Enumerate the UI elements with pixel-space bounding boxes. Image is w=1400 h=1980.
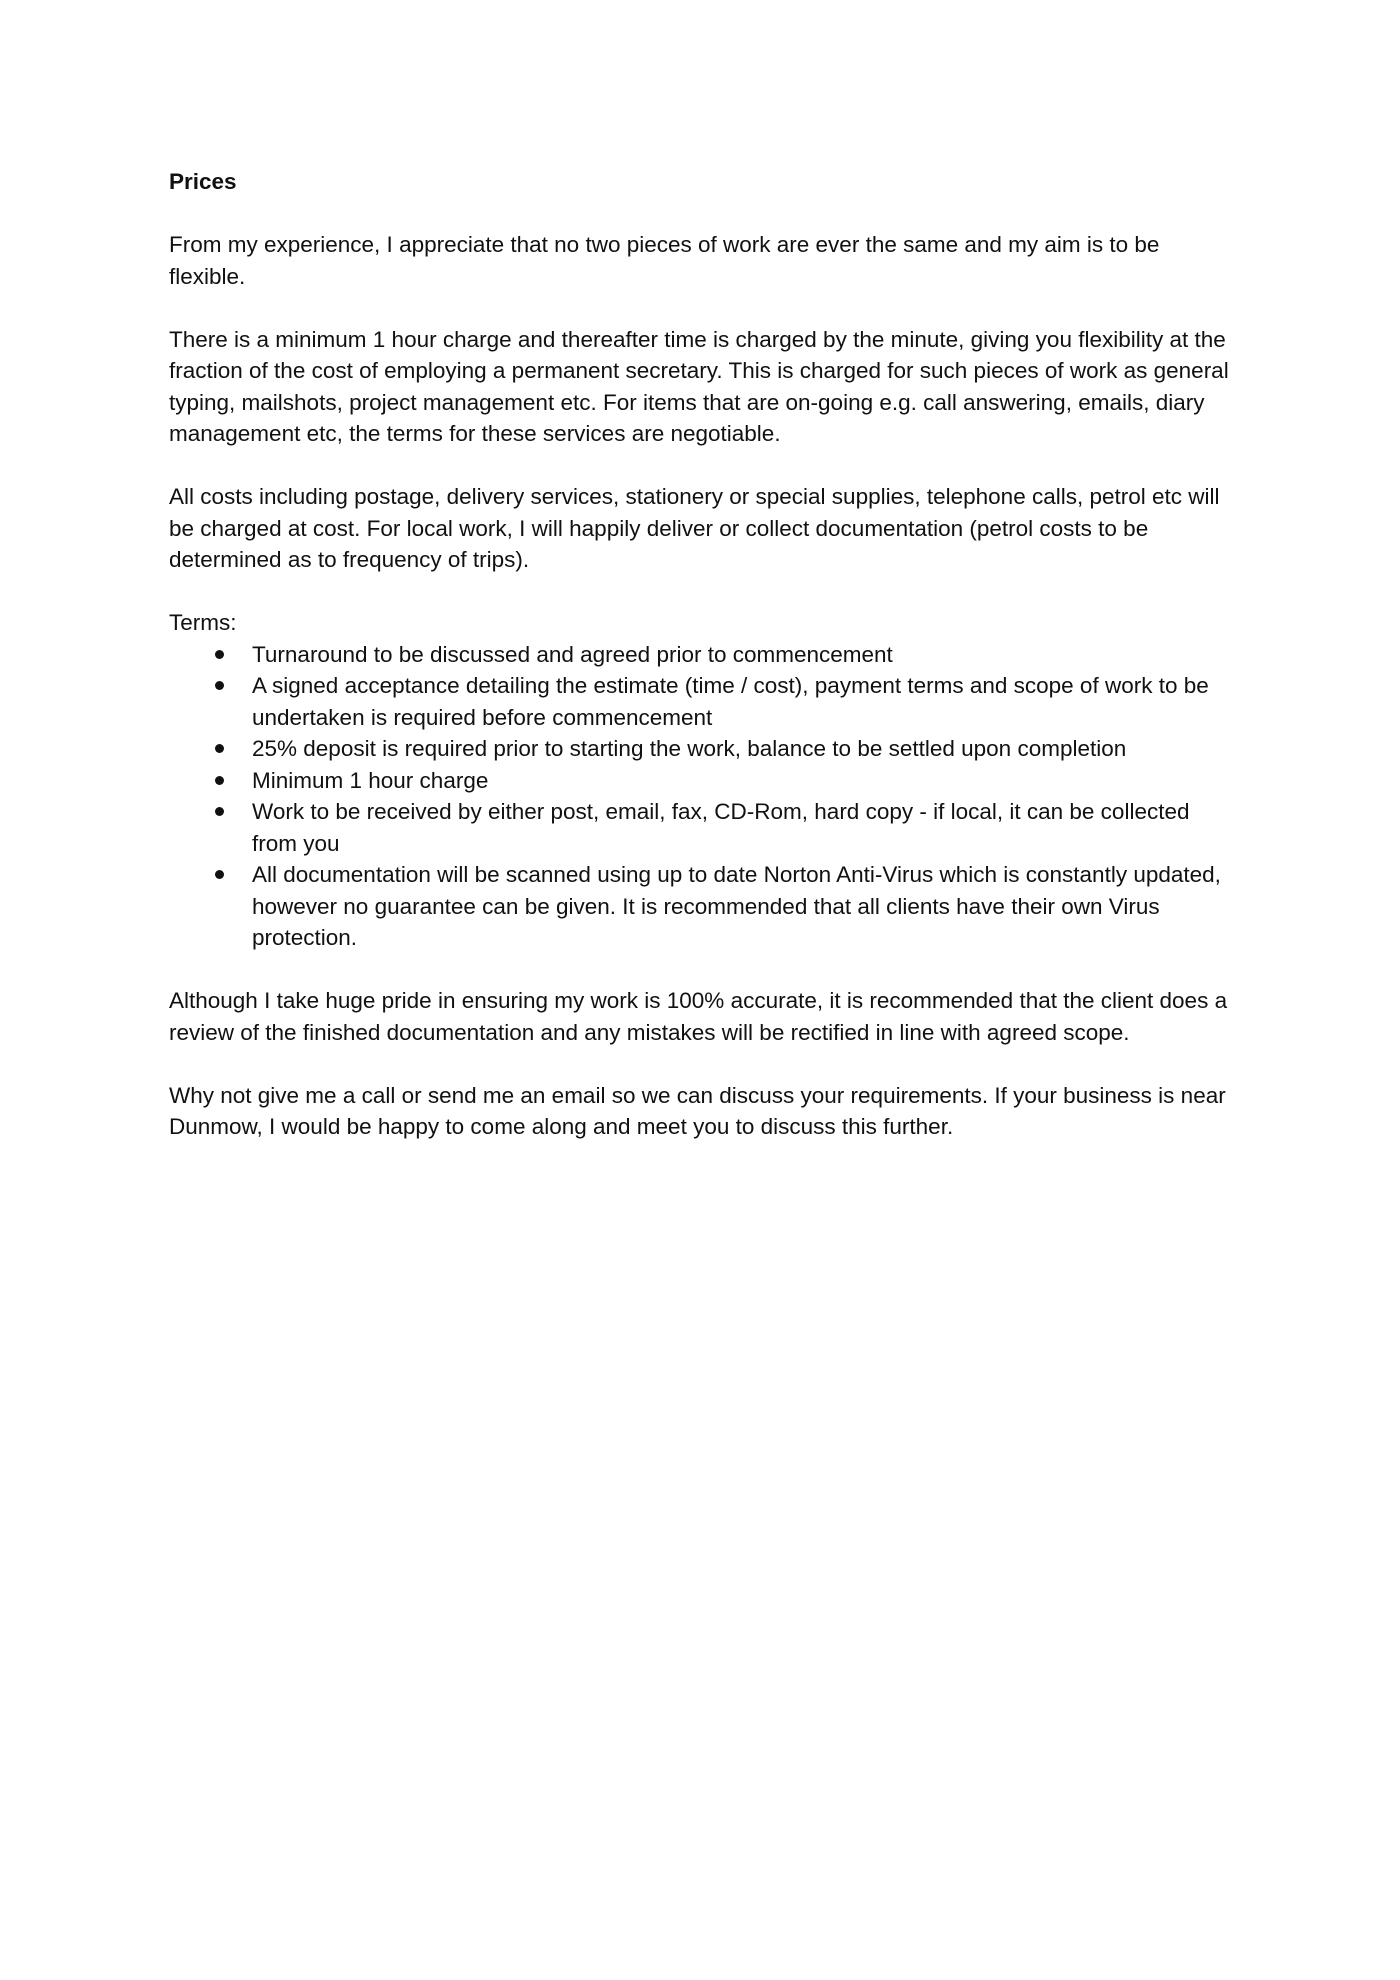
bullet-icon <box>215 765 225 797</box>
terms-list-item <box>169 765 1239 797</box>
terms-list <box>169 639 1239 954</box>
intro-paragraph: From my experience, I appreciate that no two pieces of work are ever the same and my aim is to be flexible. <box>169 232 1160 289</box>
terms-list-item <box>169 733 1239 765</box>
terms-list-item <box>169 639 1239 671</box>
charges-paragraph: There is a minimum 1 hour charge and thereafter time is charged by the minute, giving you flexibility at the fraction of the cost of employing a permanent secretary. This is charged for such pieces of work as general typing, mailshots, project management etc. For items that are on-going e.g. call answering, emails, diary management etc, the terms for these services are negotiable. <box>169 326 1229 446</box>
bullet-icon <box>215 670 225 702</box>
terms-item-text: 25% deposit is required prior to starting the work, balance to be settled upon completion <box>252 736 1127 761</box>
terms-item-text: Turnaround to be discussed and agreed prior to commencement <box>252 641 893 667</box>
terms-item-text: A signed acceptance detailing the estimate (time / cost), payment terms and scope of work to be undertaken is required before commencement <box>252 673 1209 730</box>
bullet-icon <box>215 859 225 891</box>
terms-list-item <box>169 859 1239 954</box>
bullet-icon <box>215 796 225 828</box>
terms-item-text: Work to be received by either post, email, fax, CD-Rom, hard copy - if local, it can be collected from you <box>252 799 1190 856</box>
costs-paragraph: All costs including postage, delivery services, stationery or special supplies, telephone calls, petrol etc will be charged at cost. For local work, I will happily deliver or collect documentation (petrol costs to be determined as to frequency of trips). <box>169 484 1220 572</box>
document-body <box>169 166 1239 1174</box>
terms-item-text: All documentation will be scanned using up to date Norton Anti-Virus which is constantly updated, however no guarantee can be given. It is recommended that all clients have their own Virus protection. <box>252 862 1221 950</box>
terms-list-item <box>169 670 1239 733</box>
bullet-icon <box>215 733 225 765</box>
terms-label: Terms: <box>169 610 237 635</box>
accuracy-paragraph: Although I take huge pride in ensuring my work is 100% accurate, it is recommended that the client does a review of the finished documentation and any mistakes will be rectified in line with agreed scope. <box>169 988 1228 1045</box>
bullet-icon <box>215 639 225 671</box>
terms-item-text: Minimum 1 hour charge <box>252 767 489 793</box>
contact-paragraph: Why not give me a call or send me an email so we can discuss your requirements. If your business is near Dunmow, I would be happy to come along and meet you to discuss this further. <box>169 1082 1226 1139</box>
terms-list-item <box>169 796 1239 859</box>
page-heading: Prices <box>169 169 237 194</box>
